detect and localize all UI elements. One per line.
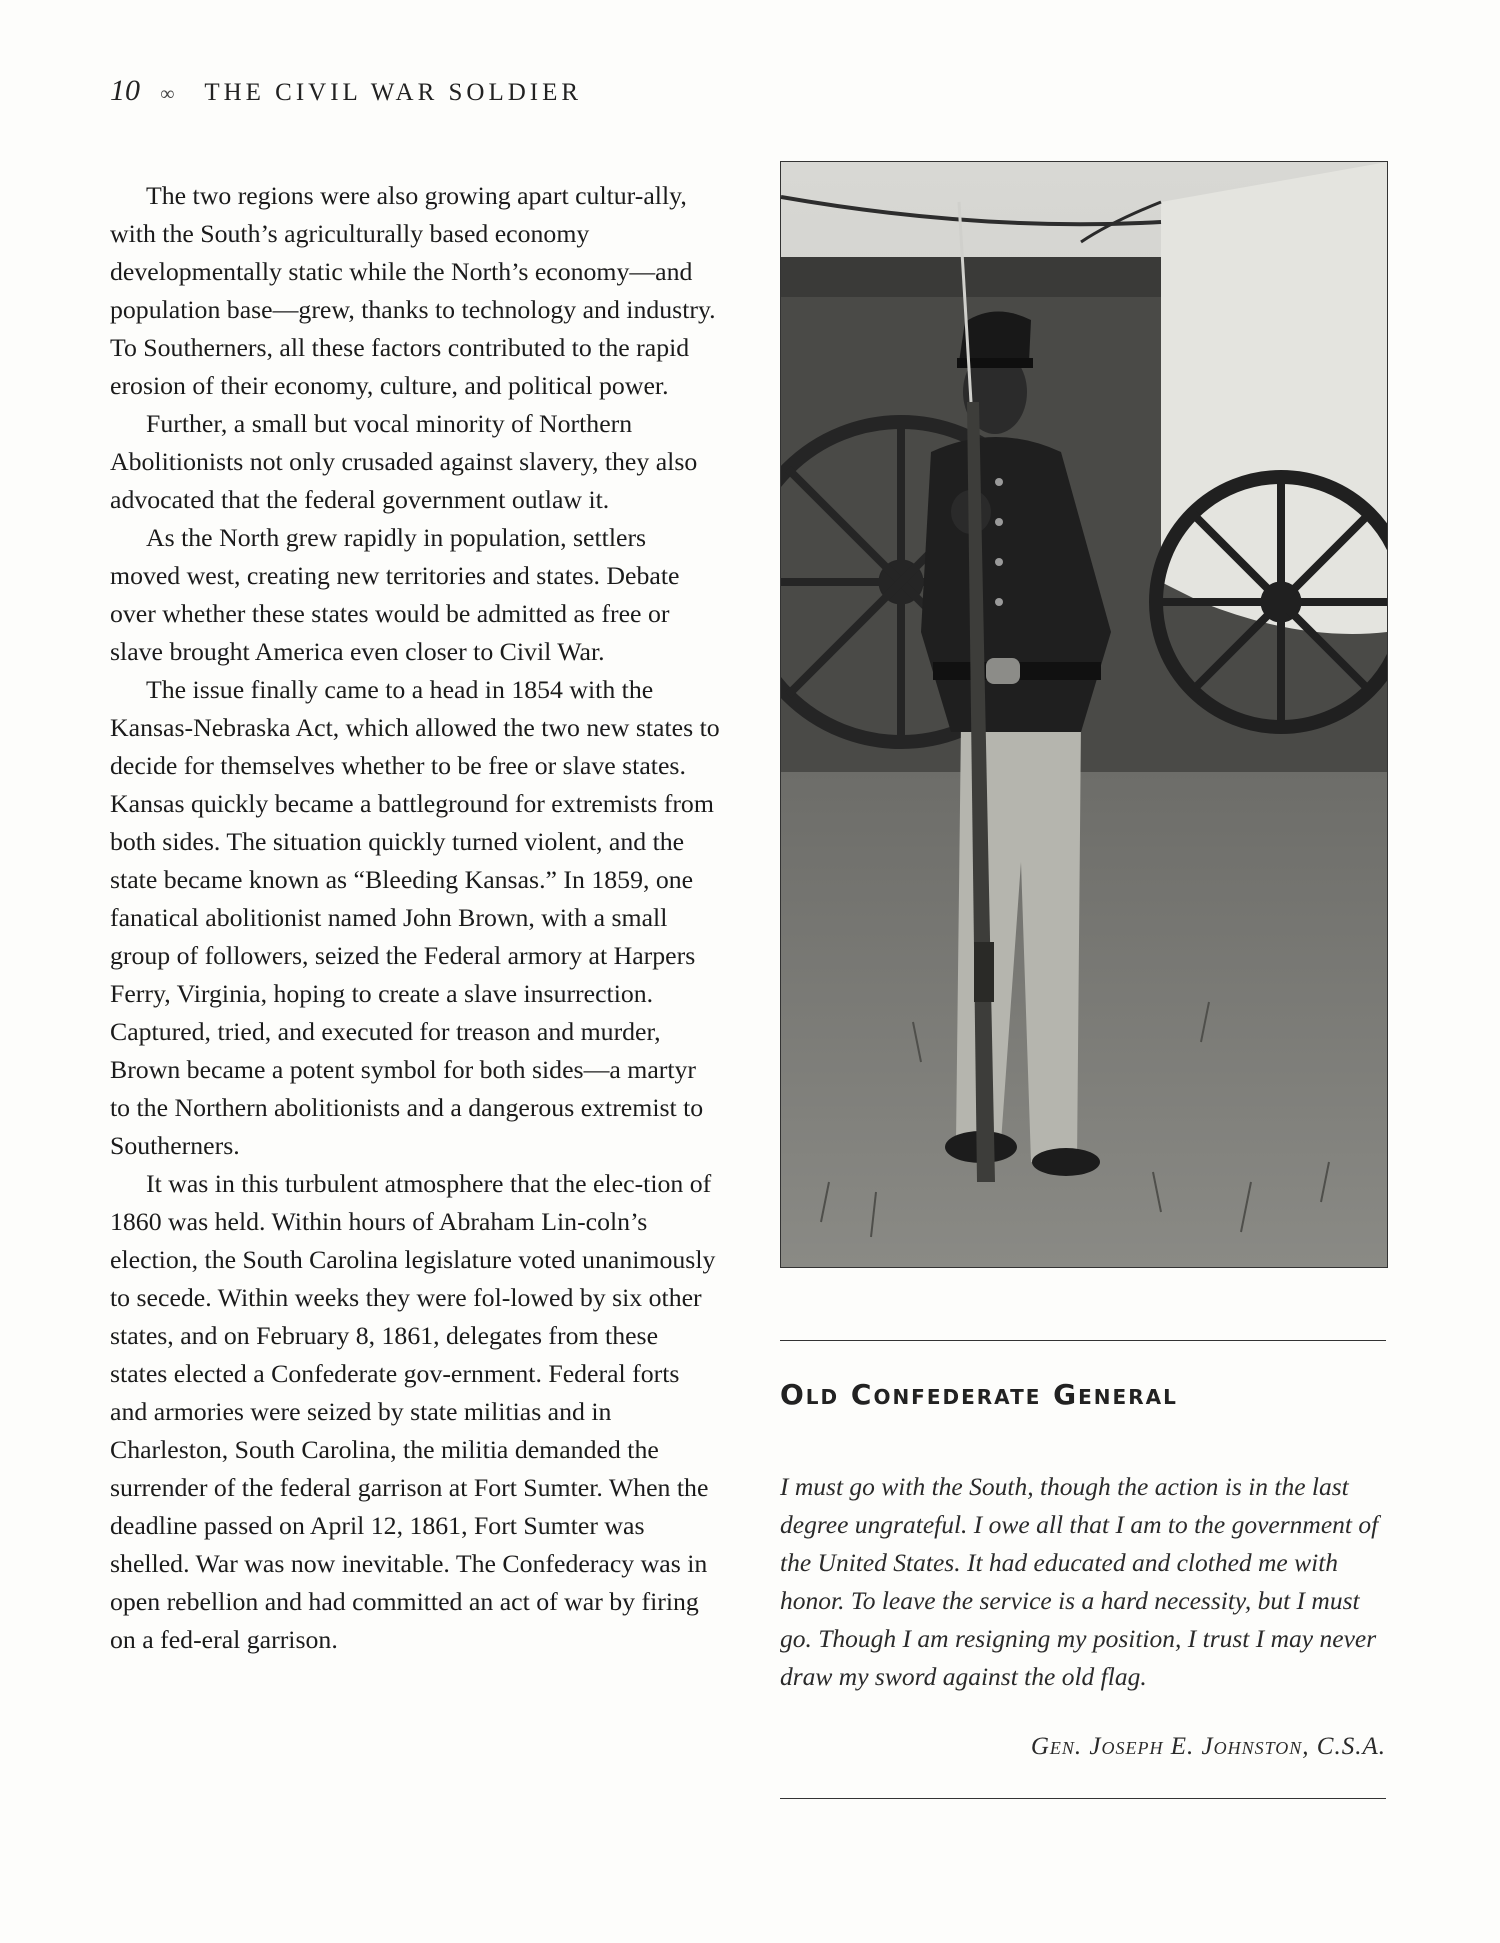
book-title: THE CIVIL WAR SOLDIER bbox=[204, 79, 583, 106]
soldier-photo bbox=[780, 161, 1388, 1268]
paragraph: As the North grew rapidly in population, settlers moved west, creating new territories and states. Debate over whether these states would be admitted as free or slave brought America even closer to Civil War. bbox=[110, 523, 680, 666]
sidebar-bottom-rule bbox=[780, 1798, 1386, 1799]
wagon-canvas-cover bbox=[1161, 162, 1387, 634]
paragraph: Further, a small but vocal minority of Northern Abolitionists not only crusaded against slavery, they also advocated that the federal government outlaw it. bbox=[110, 409, 698, 514]
running-head bbox=[110, 74, 582, 108]
paragraph: It was in this turbulent atmosphere that the elec-tion of 1860 was held. Within hours of Abraham Lin-coln’s election, the South Carolina legislature voted unanimously to secede. Within weeks they were fol-lowed by six other states, and on February 8, 1861, delegates from these states elected a Confederate gov-ernment. Federal forts and armories were seized by state militias and in Charleston, South Carolina, the militia demanded the surrender of the federal garrison at Fort Sumter. When the deadline passed on April 12, 1861, Fort Sumter was shelled. War was now inevitable. The Confederacy was in open rebellion and had committed an act of war by firing on a fed-eral garrison. bbox=[110, 1169, 716, 1654]
sidebar-title: Old Confederate General bbox=[780, 1378, 1178, 1411]
sidebar-top-rule bbox=[780, 1340, 1386, 1341]
quote-attribution: Gen. Joseph E. Johnston, C.S.A. bbox=[1030, 1733, 1386, 1760]
ornament-icon: ∞ bbox=[160, 83, 179, 105]
sidebar-quote: I must go with the South, though the action is in the last degree ungrateful. I owe all that I am to the government of the United States. It had educated and clothed me with honor. To leave the service is a hard necessity, but I must go. Though I am resigning my position, I trust I may never draw my sword against the old flag. bbox=[780, 1472, 1379, 1691]
page-number: 10 bbox=[110, 74, 140, 107]
body-column bbox=[110, 177, 720, 1659]
paragraph: The issue finally came to a head in 1854 with the Kansas-Nebraska Act, which allowed the two new states to decide for themselves whether to be free or slave states. Kansas quickly became a battleground for extremists from both sides. The situation quickly turned violent, and the state became known as “Bleeding Kansas.” In 1859, one fanatical abolitionist named John Brown, with a small group of followers, seized the Federal armory at Harpers Ferry, Virginia, hoping to create a slave insurrection. Captured, tried, and executed for treason and murder, Brown became a potent symbol for both sides—a martyr to the Northern abolitionists and a dangerous extremist to Southerners. bbox=[110, 675, 720, 1160]
grass-ground bbox=[781, 772, 1387, 1267]
paragraph: The two regions were also growing apart cultur-ally, with the South’s agriculturally based economy developmentally static while the North’s economy—and population base—grew, thanks to technology and industry. To Southerners, all these factors contributed to the rapid erosion of their economy, culture, and political power. bbox=[110, 181, 716, 400]
